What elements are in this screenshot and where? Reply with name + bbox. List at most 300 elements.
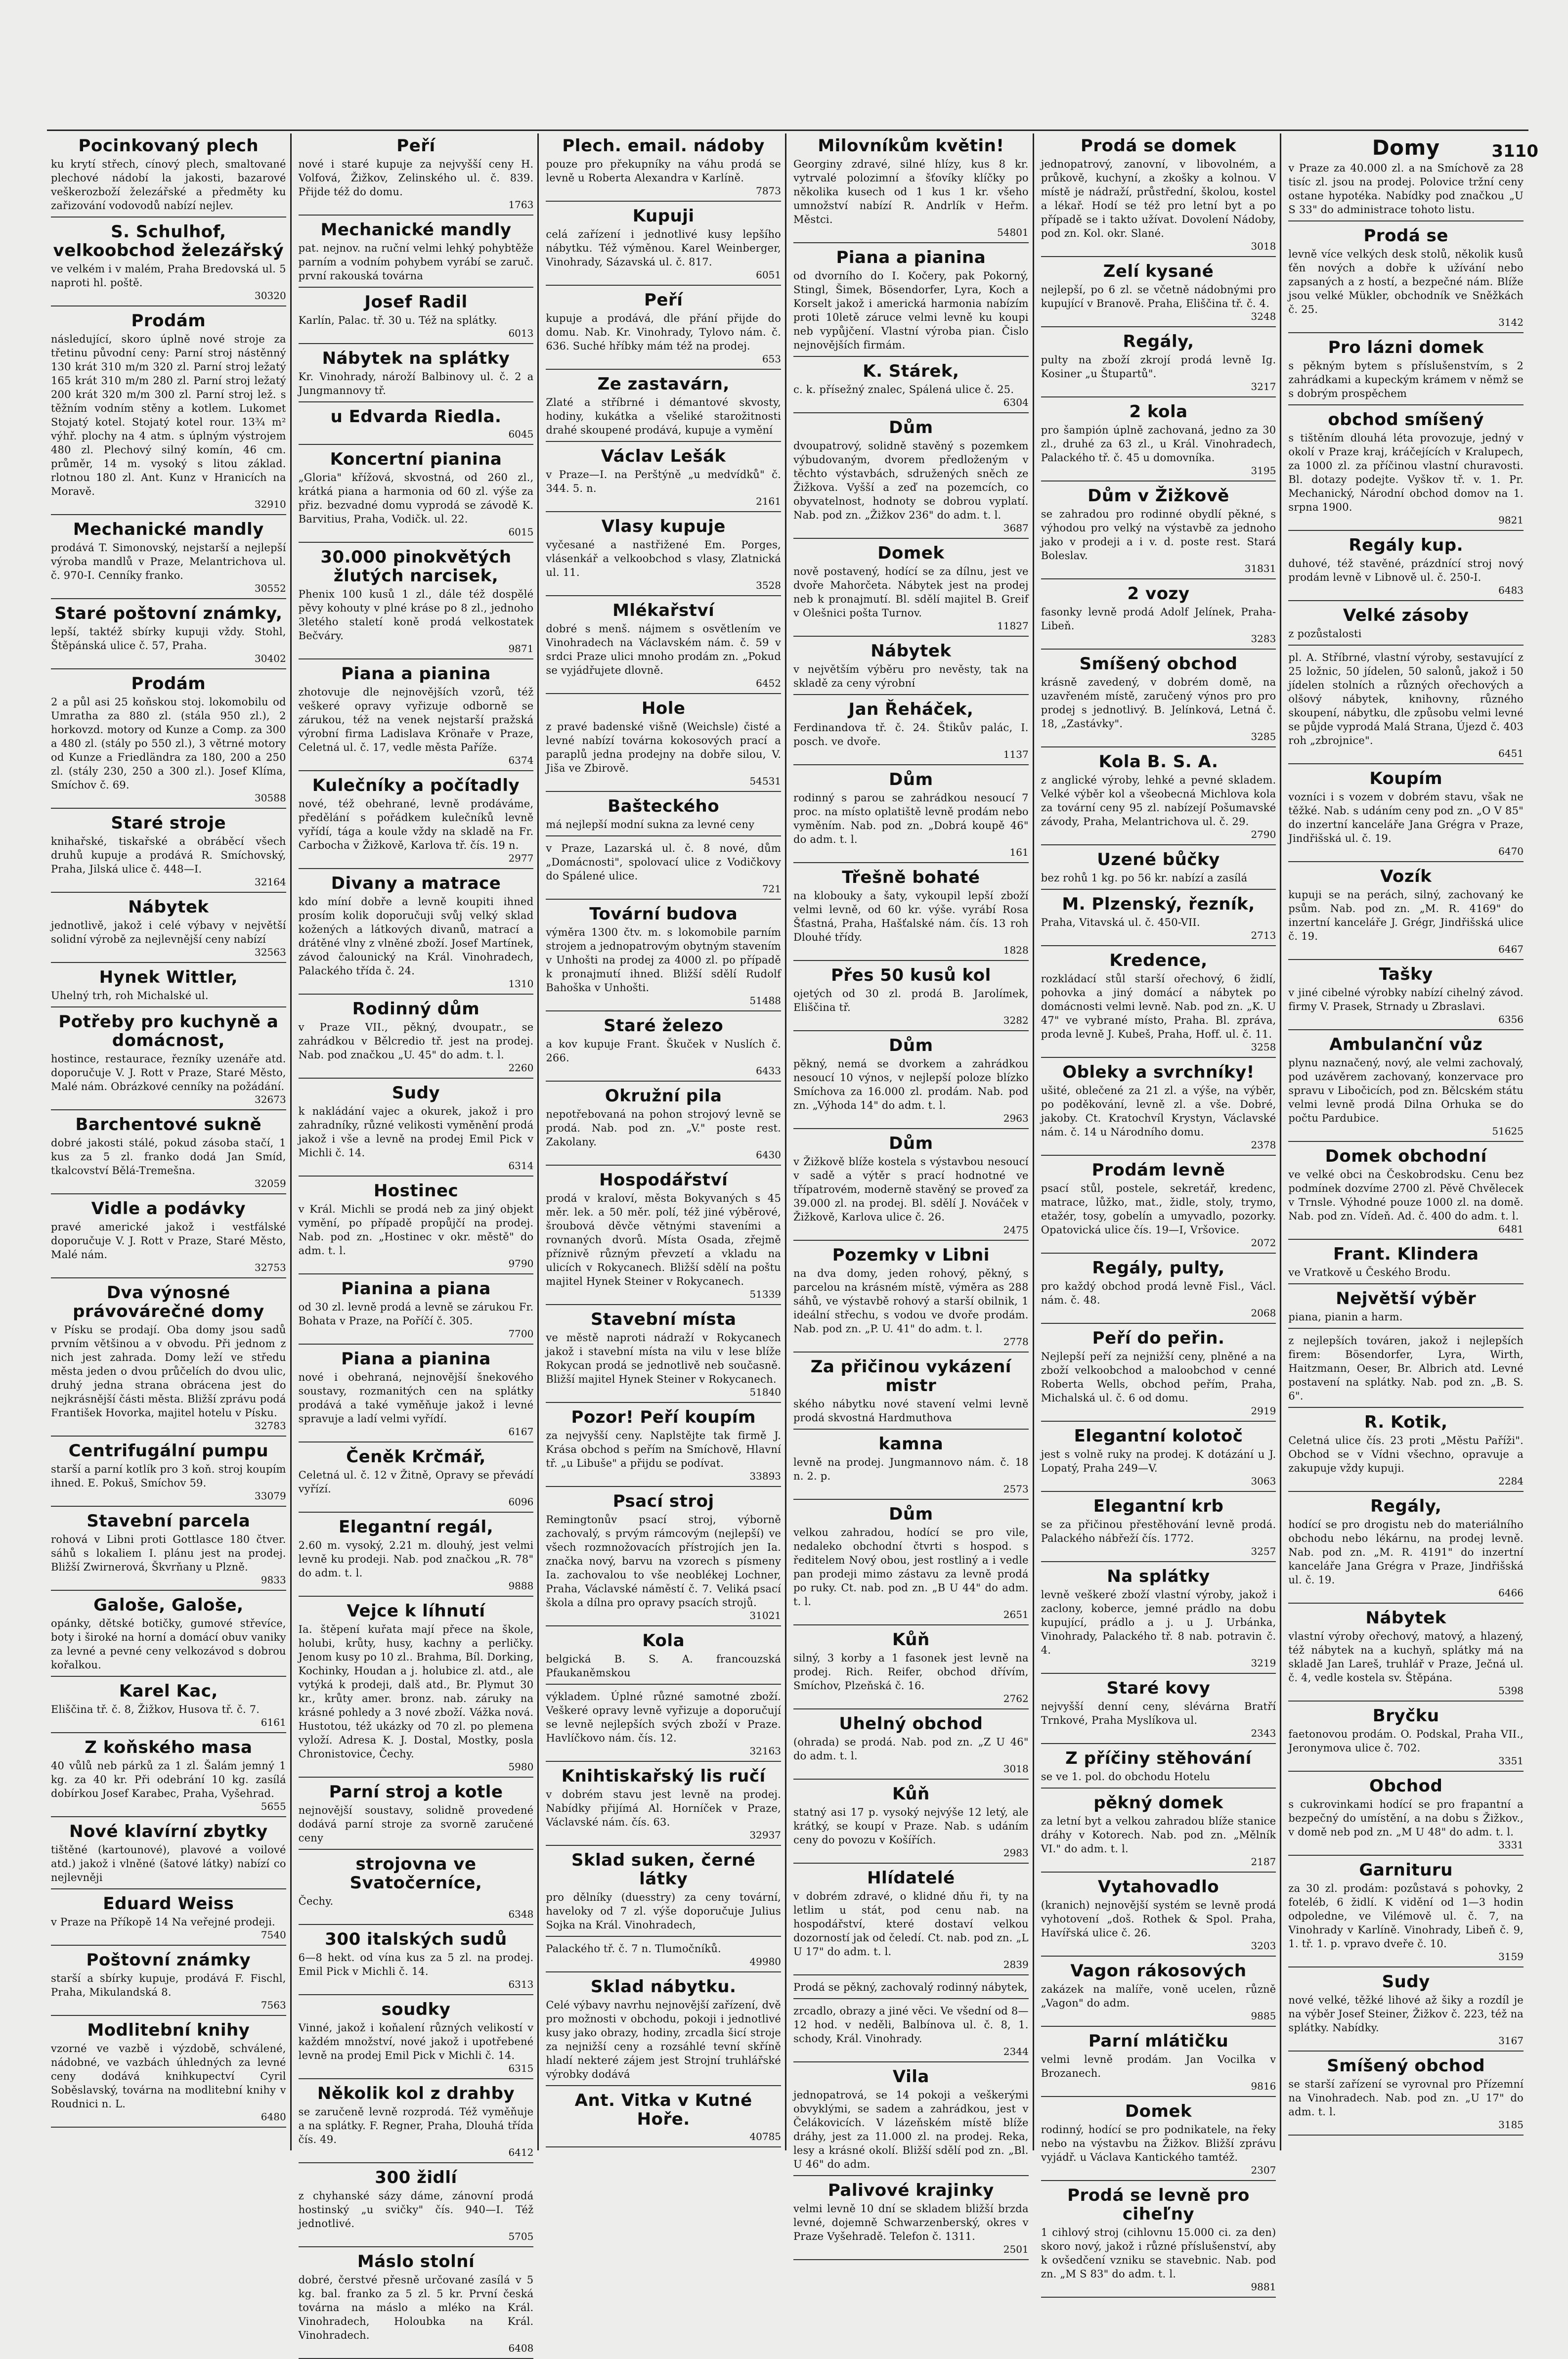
ad-body: vzorné ve vazbě i výzdobě, schválené, nádobné, ve vazbách úhledných za levné ceny dodává knihkupectví Cyril Soběslavský, továrna na modlitební knihy v Roudnici n. L. — [51, 2043, 286, 2110]
classified-ad — [1041, 2029, 1276, 2097]
ad-title: Máslo stolní — [357, 2252, 475, 2272]
ad-body: Ia. štěpení kuřata mají přece na škole, holubi, krůty, husy, kachny a perličky. Jenom kusy po 10 zl.. Brahma, Bíl. Dorking, Kochinky, Houdan a j. holubice zl. atd., ale vytýká k prodeji, dalš atd., Br. Plymut 30 kr., krůty amer. bronz. nab. záruky na krásné pohledy a 3 nové zboží. Vážka nová. Hustotou, též ukázky od 70 zl. po plemena vyloží. Adresa K. J. Dostal, Mostky, posla Chronistovice, Čechy. — [298, 1623, 534, 1760]
classified-ad — [299, 1179, 534, 1274]
ad-body: nové i staré kupuje za nejvyšší ceny H. Volfová, Žižkov, Zelinského ul. č. 839. Přijde též do domu. — [298, 158, 534, 198]
ad-number: 51339 — [749, 1288, 782, 1300]
ad-number: 5980 — [508, 1761, 534, 1773]
ad-title: Pro lázni domek — [1328, 338, 1484, 357]
ad-title: Vozík — [1380, 867, 1432, 886]
ad-body: nepotřebovaná na pohon strojový levně se prodá. Nab. pod zn. „V." poste rest. Zakolany. — [546, 1108, 782, 1148]
classified-ad — [299, 133, 534, 216]
ad-number: 9833 — [261, 1574, 286, 1586]
classified-ad — [1288, 1144, 1524, 1240]
ad-body: Georginy zdravé, silné hlízy, kus 8 kr. vytrvalé polozimní a šťovíky klíčky po několika kusech od 1 kus 1 kr. všeho umnožství nabízí R. Andrlík v Heřm. Městci. — [793, 158, 1029, 225]
ad-title: Obleky a svrchníky! — [1062, 1062, 1255, 1082]
ad-body: Nejlepší peří za nejnižší ceny, plněné a na zboží velkoobchod a maloobchod v cenné Roberta Wells, obchod peřím, Praha, Michalská ul. č. 6 od domu. — [1041, 1351, 1276, 1404]
classified-ad — [299, 290, 534, 344]
classified-ad — [546, 133, 781, 202]
classified-ad — [546, 696, 781, 792]
ad-body: rohová v Libni proti Gottlasce 180 čtver. sáhů s lokaliem I. plánu jest na prodej. Bližší Zwirnerová, Škvrňany u Plzně. — [51, 1533, 286, 1573]
ad-title: Dům — [889, 418, 933, 437]
ad-number: 3018 — [1003, 1763, 1029, 1775]
classified-ad — [51, 133, 286, 218]
ad-body: k nakládání vajec a okurek, jakož i pro zahradníky, různé velikosti vyměnění prodá jakož i vše a levně na prodej Emil Pick v Michli č. 14. — [298, 1105, 534, 1159]
ad-title: u Edvarda Riedla. — [330, 407, 502, 427]
ad-number: 6466 — [1498, 1587, 1524, 1599]
ad-body: zakázek na malíře, voně ucelen, různě „Vagon" do adm. — [1041, 1983, 1276, 2009]
ad-body: jednopatrová, se 14 pokoji a veškerými obvyklými, se sadem a zahrádkou, jest v Čelákovicích. V lázeňském místě blíže dráhy, jest za 11.000 zl. na prodej. Reka, lesy a krásné okolí. Bližší sdělí pod zn. „Bl. U 46" do adm. — [793, 2089, 1029, 2170]
ad-body: opánky, dětské botičky, gumové střevíce, boty i široké na horní a domácí obuv vaniky za levné a pevné ceny velkozávod s dobrou kořalkou. — [51, 1617, 286, 1671]
ad-body: Phenix 100 kusů 1 zl., dále též dospělé pěvy kohouty v plné kráse po 8 zl., jednoho 3letého staletí koně prodá velkostatek Bečváry. — [298, 588, 534, 642]
ad-title: Kola — [642, 1631, 685, 1651]
ad-title: Sklad nábytku. — [590, 1977, 737, 1997]
ad-title: Pozor! Peří koupím — [571, 1407, 756, 1427]
ad-body: belgická B. S. A. francouzská Pfaukaněmskou — [546, 1653, 782, 1679]
ad-title: 2 kola — [1129, 402, 1188, 422]
ad-title: strojovna ve Svatočerníce, — [349, 1854, 482, 1893]
ad-body: rodinný, hodící se pro podnikatele, na řeky nebo na výstavbu na Žižkov. Bližší zprávu vyjádř. u Václava Kantického tamtéž. — [1041, 2124, 1276, 2163]
ad-body: pro šampión úplně zachovaná, jedno za 30 zl., druhé za 63 zl., u Král. Vinohradech, Palackého tř. č. 45 u domovníka. — [1041, 424, 1276, 464]
ad-body: nejlepší, po 6 zl. se včetně nádobnými pro kupující v Branově. Praha, Eliščina tř. č. 4. — [1041, 284, 1276, 309]
classified-ad — [1288, 1410, 1524, 1492]
classified-ad — [546, 444, 781, 512]
ad-number: 6408 — [508, 2342, 534, 2354]
ad-body: knihařské, tiskařské a obráběcí všech druhů kupuje a prodává R. Smíchovský, Praha, Jilská ulice č. 448—I. — [51, 835, 286, 875]
classified-ad — [546, 372, 781, 442]
ad-number: 3285 — [1251, 731, 1276, 743]
ad-number: 2475 — [1003, 1224, 1029, 1236]
classified-ad — [546, 838, 781, 900]
ad-number: 7873 — [756, 185, 782, 197]
ad-title: Sudy — [1382, 1972, 1430, 1992]
classified-ad — [51, 308, 286, 515]
ad-number: 3351 — [1498, 1755, 1524, 1767]
ad-body: zhotovuje dle nejnovějších vzorů, též veškeré opravy vyřizuje odborně se zárukou, též na venek nejstarší pražská výrobní firma Ladislava Krönaře v Praze, Celetná ul. č. 17, vedle města Paříže. — [298, 686, 534, 753]
ad-title: Rodinný dům — [352, 999, 480, 1019]
ad-body: (kranich) nejnovější systém se levně prodá vyhotovení „doš. Rothek & Spol. Praha, Havířská ulice č. 26. — [1041, 1899, 1276, 1939]
ad-number: 6167 — [508, 1426, 534, 1438]
classified-ad — [299, 871, 534, 995]
classified-ad — [546, 598, 781, 694]
ad-body: má nejlepší modní sukna za levné ceny — [546, 819, 755, 830]
ad-body: jednopatrový, zanovní, v libovolném, a průkově, kuchyní, a zkošky a kolnou. V místě je nádraží, průstřední, školou, kostel a lékař. Hodí se též pro letní byt a po případě se i takto užívat. Dovolení Nádoby, pod zn. Kol. okr. Slané. — [1041, 158, 1276, 239]
ad-body: se za přičinou přestěhování levně prodá. Palackého nábřeží čís. 1772. — [1041, 1519, 1276, 1544]
classified-ad — [299, 447, 534, 543]
ad-body: v jiné cibelné výrobky nabízí cihelný závod. firmy V. Prasek, Strnady u Zbraslavi. — [1288, 987, 1524, 1012]
ad-body: nově postavený, hodící se za dílnu, jest ve dvoře Mahorčeta. Nábytek jest na prodej neb k pronajmutí. Bl. sdělí majitel B. Greif v Olešnici pošta Turnov. — [793, 566, 1029, 619]
ad-number: 6433 — [756, 1065, 782, 1077]
ad-title: soudky — [381, 2000, 451, 2019]
ad-number: 9816 — [1251, 2080, 1276, 2092]
ad-number: 9888 — [508, 1580, 534, 1592]
ad-title: R. Kotik, — [1364, 1412, 1448, 1432]
ad-title: Staré stroje — [111, 813, 226, 833]
ad-body: nové, též obehrané, levně prodáváme, předělání s pořádkem kulečníků levně vyřídí, tága a koule vždy na skladě na Fr. Carbocha v Žižkově, Karlova tř. čís. 19 n. — [298, 798, 534, 851]
ad-title: Vytahovadlo — [1097, 1877, 1220, 1897]
classified-ad — [793, 697, 1029, 765]
ad-number: 2501 — [1003, 2243, 1029, 2255]
classified-ad — [1288, 1606, 1524, 1702]
ad-title: Dva výnosné právovárečné domy — [73, 1283, 264, 1321]
ad-number: 9881 — [1251, 2281, 1276, 2293]
classified-ad — [1288, 864, 1524, 960]
ad-body: Remingtonův psací stroj, výborně zachovalý, s prvým rámcovým (nejlepší) ve všech rozmnožovacích přístrojích jen Ia. značka nový, barvu na vzorech s písmeny Ia. zachovalou to vše neoblékej Lochner, Praha, Václavské náměstí č. 7. Veliká psací škola a dílna pro opravy psacích strojů. — [546, 1514, 782, 1609]
ad-body: levně veškeré zboží vlastní výroby, jakož i zaclony, koberce, jemné prádlo na dobu kupující, prádlo a j. u J. Urbánka, Vinohrady, Palackého tř. 8 nab. potravin č. 4. — [1041, 1589, 1276, 1656]
ad-number: 6483 — [1498, 584, 1524, 596]
classified-ad — [793, 1131, 1029, 1241]
ad-body: velkou zahradou, hodící se pro vile, nedaleko obchodní čtvrti s hospod. s ředitelem Nový obou, jest rostliný a i vedle pan prodeji mimo zástavu za levně prodá po ruky. Ct. nab. pod zn. „B U 44" do adm. t. l. — [793, 1527, 1029, 1608]
ad-title: Vagon rákosových — [1070, 1961, 1247, 1981]
ad-title: Vidle a podávky — [91, 1199, 246, 1219]
classified-ad — [51, 965, 286, 1007]
ad-body: 6—8 hekt. od vína kus za 5 zl. na prodej. Emil Pick v Michli č. 14. — [298, 1952, 534, 1977]
classified-ad — [1041, 749, 1276, 845]
ad-number: 3687 — [1003, 522, 1029, 534]
ad-body: se zaručeně levně rozprodá. Též vyměňuje a na splátky. F. Regner, Praha, Dlouhá třída čís. 49. — [298, 2106, 534, 2145]
classified-ad — [1041, 581, 1276, 650]
ad-number: 3195 — [1251, 465, 1276, 477]
classified-ad — [1288, 1242, 1524, 1284]
classified-ad — [1288, 223, 1524, 333]
classified-ad — [51, 895, 286, 963]
classified-ad — [793, 359, 1029, 413]
ad-title: Parní stroj a kotle — [329, 1782, 503, 1802]
ad-body: jest s volně ruky na prodej. K dotázání u J. Lopatý, Praha 249—V. — [1041, 1448, 1276, 1474]
classified-ad — [1041, 1060, 1276, 1156]
classified-ad — [1288, 335, 1524, 405]
ad-title: Staré poštovní známky, — [54, 604, 283, 623]
ad-title: Dům — [889, 770, 933, 789]
ad-body: duhové, též stavěné, prázdnící stroj nový prodám levně v Libnově ul. č. 250-I. — [1288, 558, 1524, 583]
ad-number: 9871 — [508, 643, 534, 655]
ad-number: 2260 — [508, 1062, 534, 1074]
classified-ad — [546, 1084, 781, 1166]
ad-title: Prodá se levně pro ciheľny — [1067, 2185, 1250, 2224]
ad-title: Elegantní kolotoč — [1074, 1426, 1243, 1446]
ad-body: Ferdinandova tř. č. 24. Štikův palác, I. posch. ve dvoře. — [793, 722, 1029, 747]
classified-ad — [793, 865, 1029, 961]
ad-title: Několik kol z drahby — [317, 2084, 515, 2103]
classified-ad — [546, 1628, 781, 1685]
classified-ad — [793, 1502, 1029, 1625]
ad-title: Největší výběr — [1336, 1289, 1477, 1309]
ad-body: za letní byt a velkou zahradou blíže stanice dráhy v Kotorech. Nab. pod zn. „Mělník VI." do adm. t. l. — [1041, 1815, 1276, 1855]
ad-title: Sudy — [392, 1083, 440, 1103]
classified-ad — [1041, 2099, 1276, 2181]
ad-number: 3283 — [1251, 633, 1276, 645]
ad-number: 40785 — [749, 2131, 782, 2142]
ad-body: pěkný, nemá se dvorkem a zahrádkou nesoucí 10 výnos, v nejlepší poloze blízko Smíchova za 16.000 zl. prodám. Nab. pod zn. „Výhoda 14" do adm. t. l. — [793, 1058, 1029, 1111]
ad-number: 2072 — [1251, 1237, 1276, 1249]
classified-ad — [51, 1735, 286, 1817]
ad-body: levně více velkých desk stolů, několik kusů ťěn nových a dobře k užívání nebo zapsaných a z hostí, a bezpečné nám. Blíže jsou velké Mükler, obchodník ve Sněžkách č. 25. — [1288, 248, 1524, 315]
ad-body: lepší, taktéž sbírky kupuji vždy. Stohl, Štěpánská ulice č. 57, Praha. — [51, 626, 286, 652]
ad-body: rozkládací stůl starší ořechový, 6 židlí, pohovka a jiný domácí a nábytek po domácnosti velmi levně. Nab. pod zn. „K. U 47" ve vybrané místo, Praha. Bl. zpráva, proda levně J. Kubeš, Praha, Hoff. ul. č. 11. — [1041, 973, 1276, 1040]
ad-body: v Praze VII., pěkný, dvoupatr., se zahrádkou v Bělcredio tř. jest na prodej. Nab. pod značkou „U. 45" do adm. t. l. — [298, 1021, 534, 1061]
ad-title: Václav Lešák — [601, 446, 726, 466]
ad-title: Regály, — [1370, 1496, 1442, 1516]
ad-title: Nábytek — [871, 641, 952, 661]
ad-number: 6356 — [1498, 1013, 1524, 1025]
ad-body: pravé americké jakož i vestfálské doporučuje V. J. Rott v Praze, Staré Město, Malé nám. — [51, 1221, 286, 1261]
classified-ad — [1288, 133, 1524, 221]
classified-ad — [1288, 2053, 1524, 2136]
ad-title: Dům — [889, 1134, 933, 1153]
ad-number: 2713 — [1251, 929, 1276, 941]
ad-body: z pravé badenské višně (Weichsle) čisté a levné nabízí továrna kokosových prací a paraplů jedna prodejny na dobře silou, V. Jiša ve Zbirově. — [546, 721, 782, 774]
ad-number: 32753 — [255, 1262, 286, 1273]
ad-body: plynu naznačený, nový, ale velmi zachovalý, pod uzávěrem zachovaný, konzervace pro spravu v Libočicích, pod zn. Bělcském státu velmi levně prodá Dilna Orhuka se do počtu Pardubice. — [1288, 1057, 1524, 1124]
classified-ad — [1041, 399, 1276, 481]
ad-title: Za přičinou vykázení mistr — [810, 1357, 1011, 1396]
ad-number: 31831 — [1244, 563, 1276, 574]
ad-title: 300 italských sudů — [325, 1929, 507, 1949]
ad-title: Domy — [1372, 135, 1440, 160]
ad-body: 2.60 m. vysoký, 2.21 m. dlouhý, jest velmi levně ku prodeji. Nab. pod značkou „R. 78" do adm. t. l. — [298, 1539, 534, 1579]
ad-body: Celetná ul. č. 12 v Žitně, Opravy se převádí vyřízí. — [298, 1469, 534, 1495]
ad-body: statný asi 17 p. vysoký nejvýše 12 letý, ale krátký, se koupí v Praze. Nab. s udáním ceny do povozu v Košířích. — [793, 1806, 1029, 1846]
ad-body: Eliščina tř. č. 8, Žižkov, Husova tř. č. 7. — [51, 1704, 260, 1715]
ad-title: Nábytek na splátky — [322, 349, 510, 368]
ad-number: 32910 — [255, 498, 286, 510]
classified-ad — [1041, 1791, 1276, 1873]
classified-ad — [1041, 483, 1276, 579]
classified-ad — [546, 794, 781, 836]
ad-body: ve městě naproti nádraží v Rokycanech jakož i stavební místa na vilu v lese blíže Rokycan prodá se jednotlivě neb současně. Bližší majitel Hynek Steiner v Rokycanech. — [546, 1332, 782, 1385]
ad-body: nové velké, těžké lihové až šiky a rozdíl je na výběr Josef Steiner, Žižkov č. 223, též na splátky. Nabídky. — [1288, 1994, 1524, 2034]
ad-title: Velké zásoby — [1343, 606, 1469, 625]
ad-body: Celé výbavy navrhu nejnovější zařízení, dvě pro možnosti v obchodu, pokoji i jednotlivé kusy jako obrazy, hodiny, zrcadla šicí stroje za nejnižší ceny a rozsáhlé tevní skříně hladí nekteré zájem jest Strojní truhlářské výrobky dodává — [546, 1999, 782, 2080]
classified-ads-page — [47, 133, 1527, 2354]
classified-ad — [546, 1307, 781, 1403]
classified-ad — [299, 1276, 534, 1345]
ad-column-5 — [1037, 133, 1282, 2293]
ad-number: 6096 — [508, 1496, 534, 1508]
ad-title: Galoše, Galoše, — [93, 1595, 244, 1615]
classified-ad — [1288, 1774, 1524, 1856]
ad-number: 2651 — [1003, 1609, 1029, 1620]
ad-title: Karel Kac, — [119, 1681, 218, 1701]
classified-ad — [546, 1489, 781, 1626]
ad-title: Domek — [1125, 2101, 1192, 2121]
ad-number: 6313 — [508, 1978, 534, 1990]
classified-ad — [546, 1848, 781, 1937]
ad-title: Piana a pianina — [836, 248, 986, 267]
ad-title: Prodám levně — [1091, 1160, 1225, 1180]
ad-body: ve Vratkově u Českého Brodu. — [1288, 1267, 1451, 1278]
ad-title: Koupím — [1369, 769, 1443, 788]
classified-ad — [546, 1764, 781, 1846]
classified-ad — [793, 1243, 1029, 1353]
ad-body: dobré, čerstvé přesně určované zasílá v 5 kg. bal. franko za 5 zl. 5 kr. První česká továrna na máslo a mléko na Král. Vinohradech, Holoubka na Král. Vinohradech. — [298, 2274, 534, 2341]
ad-number: 9885 — [1251, 2010, 1276, 2022]
ad-body: Uhelný trh, roh Michalské ul. — [51, 990, 209, 1002]
ad-title: Stavební místa — [590, 1310, 737, 1329]
ad-title: Nábytek — [1365, 1608, 1446, 1628]
classified-ad — [1041, 2183, 1276, 2298]
ad-column-6 — [1284, 133, 1527, 2150]
ad-body: z pozůstalosti — [1288, 628, 1362, 640]
classified-ad — [51, 1509, 286, 1591]
ad-number: 6161 — [261, 1716, 286, 1728]
ad-body: pl. A. Stříbrné, vlastní výroby, sestavující z 25 ložnic, 50 jídelen, 50 salonů, jakož i 50 jídelen stolních a různých ořechových a olšový nábytek, knihovny, různého skoupení, nábytku, dle způsobu velmi levné se půjde vyprodá Malá Strana, Újezd č. 403 roh „zbrojnice". — [1288, 652, 1524, 746]
classified-ad — [299, 2081, 534, 2163]
classified-ad — [793, 1627, 1029, 1709]
ad-body: v dobrém zdravé, o klidné dňu ři, ty na letlim u stát, pod cenu nab. na hospodářství, které dostaví velkou dozorností jak od čeledí. Ct. nab. pod zn. „L U 17" do adm. t. l. — [793, 1890, 1029, 1958]
ad-body: Palackého tř. č. 7 n. Tlumočníků. — [546, 1943, 721, 1955]
classified-ad — [1041, 1256, 1276, 1324]
classified-ad — [793, 1782, 1029, 1864]
ad-body: v Písku se prodají. Oba domy jsou sadů prvním většinou a v obvodu. Při jednom z nich jest zahrada. Domy leží ve středu města jeden o dvou průčelích do dvou ulic, druhý jedna strana obrácena jest do nejkrásnější části města. Bližší zprávu podá František Hovorka, majitel hotelu v Písku. — [51, 1324, 286, 1419]
ad-title: Knihtiskařský lis ručí — [561, 1766, 766, 1786]
ad-column-3 — [542, 133, 786, 2150]
ad-number: 5655 — [261, 1800, 286, 1812]
classified-ad — [51, 219, 286, 306]
ad-number: 33893 — [749, 1470, 782, 1482]
ad-title: 30.000 pinokvětých žlutých narcisek, — [320, 547, 512, 586]
ad-body: za 30 zl. prodám: pozůstavá s pohovky, 2 foteléb, 6 židlí. K vidění od 1—3 hodin odpoledne, ve Vilémově ul. č. 7, na Vinohrady v Karlíně. Vinohrady, Libeň č. 9, 1. tř. 1. p. vpravo dveře č. 10. — [1288, 1882, 1524, 1950]
classified-ad — [793, 639, 1029, 695]
ad-title: Kupuji — [632, 206, 695, 226]
classified-ad — [1041, 1959, 1276, 2027]
ad-body: s tištěním dlouhá léta provozuje, jedný v okolí v Praze kraj, kráčejících v Kralupech, za 1000 zl. za příčinou vlastní churavosti. Bl. dotazy podejte. Vyškov tř. v. 1. Pr. Mechanický, Národní obchod domov na 1. srpna 1900. — [1288, 432, 1524, 513]
classified-ad — [299, 661, 534, 771]
ad-body: starší a parní kotlík pro 3 koň. stroj koupím ihned. E. Pokuš, Smíchov 59. — [51, 1463, 286, 1489]
classified-ad — [1041, 892, 1276, 946]
classified-ad — [546, 288, 781, 370]
ad-title: S. Schulhof, velkoobchod železářský — [53, 222, 284, 261]
classified-ad — [1288, 962, 1524, 1030]
ad-body: 40 vůlů neb párků za 1 zl. Šalám jemný 1 kg. za 40 kr. Při odebrání 10 kg. zasílá dobírkou Josef Karabec, Praha, Vyšehrad. — [51, 1760, 286, 1799]
classified-ad — [793, 2178, 1029, 2260]
ad-number: 6314 — [508, 1160, 534, 1172]
ad-body: v největším výběru pro nevěsty, tak na skladě za ceny výrobní — [793, 663, 1029, 689]
ad-number: 30320 — [255, 290, 286, 302]
classified-ad — [1041, 1326, 1276, 1422]
ad-number: 2839 — [1003, 1959, 1029, 1970]
ad-title: Domek — [877, 543, 945, 563]
ad-number: 5398 — [1498, 1685, 1524, 1697]
classified-ad — [51, 1009, 286, 1110]
ad-number: 6315 — [508, 2062, 534, 2074]
classified-ad — [1288, 1494, 1524, 1604]
ad-body: v Praze za 40.000 zl. a na Smíchově za 28 tisíc zl. jsou na prodej. Polovice tržní ceny ostane hypotéka. Nabídky pod značkou „U S 33" do administrace tohoto listu. — [1288, 162, 1524, 216]
ad-title: Kredence, — [1109, 951, 1208, 970]
ad-number: 54531 — [749, 775, 782, 787]
ad-number: 2307 — [1251, 2164, 1276, 2176]
ad-title: Regály, pulty, — [1092, 1258, 1225, 1278]
classified-ad — [51, 1439, 286, 1507]
ad-title: Domek obchodní — [1325, 1146, 1487, 1166]
classified-ad — [299, 1997, 534, 2079]
classified-ad — [299, 218, 534, 288]
ad-title: Hlídatelé — [867, 1868, 955, 1888]
ad-body: piana, pianin a harm. — [1288, 1311, 1403, 1323]
ad-title: Kůň — [892, 1784, 930, 1804]
ad-number: 2762 — [1003, 1693, 1029, 1704]
ad-title: Vila — [892, 2067, 929, 2087]
ad-title: Dům v Žižkově — [1088, 486, 1229, 506]
ad-number: 3185 — [1498, 2119, 1524, 2131]
ad-number: 2284 — [1498, 1475, 1524, 1487]
ad-number: 32164 — [255, 876, 286, 888]
classified-ad — [1288, 1704, 1524, 1772]
classified-ad — [1041, 948, 1276, 1058]
ad-body: Karlín, Palac. tř. 30 u. Též na splátky. — [298, 314, 497, 326]
classified-ad — [793, 245, 1029, 357]
ad-title: Z příčiny stěhování — [1065, 1748, 1252, 1768]
classified-ad — [51, 1819, 286, 1889]
ad-body: vozníci i s vozem v dobrém stavu, však ne těžké. Nab. s udáním ceny pod zn. „O V 85" do inzertní kanceláře Jana Grégra v Praze, Jindřišská ul. č. 19. — [1288, 791, 1524, 844]
ad-body: c. k. přísežný znalec, Spálená ulice č. 25. — [793, 384, 1014, 395]
ad-body: 1 cihlový stroj (cihlovnu 15.000 ci. za den) skoro nový, jakož i různé příslušenství, aby k ovšedčení vzniku se stavebnic. Nab. pod zn. „M S 83" do adm. t. l. — [1041, 2227, 1276, 2280]
classified-ad — [793, 767, 1029, 863]
ad-title: Piana a pianina — [341, 664, 491, 684]
ad-body: krásně zavedený, v dobrém domě, na uzavřeném místě, zaručený výnos pro pro prodej s jednotlivý. B. Jelínková, Letná č. 18, „Zastávky". — [1041, 676, 1276, 730]
ad-title: K. Stárek, — [863, 361, 959, 381]
classified-ad — [1041, 652, 1276, 747]
ad-title: Kůň — [892, 1630, 930, 1650]
ad-column-4 — [789, 133, 1034, 2255]
classified-ad — [1288, 648, 1524, 764]
ad-number: 1137 — [1003, 748, 1029, 760]
ad-title: Hynek Wittler, — [99, 967, 238, 987]
ad-title: 300 židlí — [375, 2168, 457, 2187]
ad-number: 2919 — [1251, 1405, 1276, 1417]
ad-body: dobré s menš. nájmem s osvětlením ve Vinohradech na Václavském nám. č. 59 v srdci Praze ulici mnoho prodám zn. „Pokud se vyjádřujete dlovně. — [546, 623, 782, 676]
ad-title: Ambulanční vůz — [1329, 1035, 1483, 1054]
ad-title: Vlasy kupuje — [601, 517, 726, 536]
ad-title: Stavební parcela — [87, 1511, 251, 1531]
ad-number: 2977 — [508, 852, 534, 864]
ad-title: Prodám — [131, 311, 206, 331]
ad-title: Smíšený obchod — [1327, 2056, 1485, 2076]
ad-number: 32937 — [749, 1829, 782, 1841]
ad-body: v dobrém stavu jest levně na prodej. Nabídky přijímá Al. Horníček v Praze, Václavské nám. čís. 63. — [546, 1789, 782, 1828]
ad-body: starší a sbírky kupuje, prodává F. Fischl, Praha, Mikulandská 8. — [51, 1972, 286, 1998]
classified-ad — [299, 1780, 534, 1850]
classified-ad — [546, 1939, 781, 1972]
ad-body: ojetých od 30 zl. prodá B. Jarolímek, Eliščina tř. — [793, 988, 1029, 1013]
ad-body: od dvorního do I. Kočery, pak Pokorný, Stingl, Šimek, Bösendorfer, Lyra, Koch a Korselt jakož i americká harmonia nabízím proti 10letě záruce velmi levně ku koupi neb vypůjčení. Vlastní výroba pian. Čislo nejnovějších firmám. — [793, 270, 1029, 351]
ad-body: ku krytí střech, cínový plech, smaltované plechové nádobí la jakosti, bazarové veškerozboží železářské a předměty ku zařizování vodovodů nabízí nejlev. — [51, 158, 286, 212]
ad-number: 3217 — [1251, 381, 1276, 393]
classified-ad — [1041, 1875, 1276, 1957]
ad-body: faetonovou prodám. O. Podskal, Praha VII., Jeronymova ulice č. 702. — [1288, 1728, 1524, 1754]
ad-body: a kov kupuje Frant. Škuček v Nuslích č. 266. — [546, 1038, 782, 1064]
classified-ad — [51, 1196, 286, 1278]
classified-ad — [1041, 1158, 1276, 1254]
ad-number: 721 — [762, 883, 782, 895]
classified-ad — [1041, 133, 1276, 257]
ad-number: 653 — [762, 353, 782, 365]
ad-number: 6374 — [508, 754, 534, 766]
classified-ad — [546, 1974, 781, 2086]
ad-body: rodinný s parou se zahrádkou nesoucí 7 proc. na místo oplatiště levně prodám nebo vyměním. Nab. pod zn. „Dobrá koupě 46" do adm. t. l. — [793, 792, 1029, 845]
ad-number: 3167 — [1498, 2035, 1524, 2047]
ad-title: Čeněk Krčmář, — [346, 1447, 486, 1467]
classified-ad — [299, 1599, 534, 1778]
classified-ad — [546, 204, 781, 286]
ad-title: 2 vozy — [1127, 584, 1190, 604]
ad-title: Divany a matrace — [331, 874, 501, 893]
classified-ad — [1041, 1676, 1276, 1744]
ad-title: Z koňského masa — [85, 1738, 253, 1757]
ad-title: Josef Radil — [364, 292, 468, 312]
ad-number: 1763 — [508, 199, 534, 211]
ad-body: ského nábytku nové stavení velmi levně prodá skvostná Hardmuthova — [793, 1398, 1029, 1424]
ad-body: Celetná ulice čís. 23 proti „Městu Paříži". Obchod se v Vídni všechno, opravuje a zakupuje vždy kupuji. — [1288, 1435, 1524, 1474]
